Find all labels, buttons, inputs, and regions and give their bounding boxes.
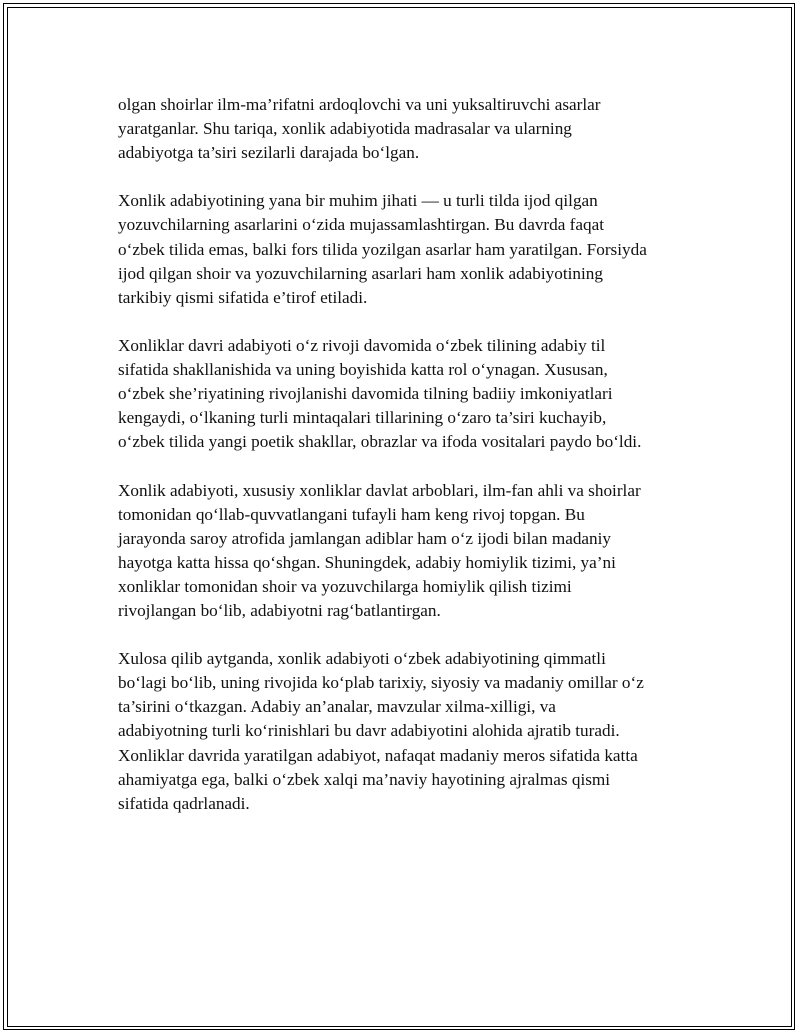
text-line: o‘zbek tilida yangi poetik shakllar, obrazlar va ifoda vositalari paydo bo‘ldi. — [118, 432, 642, 452]
document-body — [118, 93, 718, 840]
text-line: olgan shoirlar ilm-ma’rifatni ardoqlovchi va uni yuksaltiruvchi asarlar — [118, 95, 601, 114]
text-line: yozuvchilarning asarlarini o‘zida mujassamlashtirgan. Bu davrda faqat — [118, 215, 605, 235]
text-line: jarayonda saroy atrofida jamlangan adiblar ham o‘z ijodi bilan madaniy — [118, 528, 612, 548]
text-line: bo‘lagi bo‘lib, uning rivojida ko‘plab tarixiy, siyosiy va madaniy omillar o‘z — [118, 673, 644, 693]
text-line: tarkibiy qismi sifatida e’tirof etiladi. — [118, 287, 368, 307]
text-line: tomonidan qo‘llab-quvvatlangani tufayli ham keng rivoj topgan. Bu — [118, 504, 585, 524]
text-line: ahamiyatga ega, balki o‘zbek xalqi ma’naviy hayotining ajralmas qismi — [118, 769, 611, 789]
text-line: o‘zbek tilida emas, balki fors tilida yozilgan asarlar ham yaratilgan. Forsiyda — [118, 239, 647, 259]
text-line: yaratganlar. Shu tariqa, xonlik adabiyotida madrasalar va ularning — [118, 119, 572, 139]
text-line: hayotga katta hissa qo‘shgan. Shuningdek, adabiy homiylik tizimi, ya’ni — [118, 552, 616, 572]
paragraph-5 — [118, 647, 718, 816]
paragraph-3 — [118, 334, 718, 454]
text-line: adabiyotga ta’siri sezilarli darajada bo‘lgan. — [118, 143, 420, 163]
text-line: ijod qilgan shoir va yozuvchilarning asarlari ham xonlik adabiyotining — [118, 263, 603, 283]
text-line: sifatida shakllanishida va uning boyishida katta rol o‘ynagan. Xususan, — [118, 360, 608, 380]
text-line: kengaydi, o‘lkaning turli mintaqalari tillarining o‘zaro ta’siri kuchayib, — [118, 408, 607, 428]
text-line: Xulosa qilib aytganda, xonlik adabiyoti o‘zbek adabiyotining qimmatli — [118, 649, 606, 669]
text-line: Xonlik adabiyotining yana bir muhim jihati — u turli tilda ijod qilgan — [118, 191, 598, 211]
text-line: rivojlangan bo‘lib, adabiyotni rag‘batlantirgan. — [118, 600, 441, 620]
text-line: Xonliklar davri adabiyoti o‘z rivoji davomida o‘zbek tilining adabiy til — [118, 335, 606, 355]
paragraph-1 — [118, 93, 718, 165]
paragraph-2 — [118, 189, 718, 309]
text-line: o‘zbek she’riyatining rivojlanishi davomida tilning badiiy imkoniyatlari — [118, 384, 613, 404]
text-line: adabiyotning turli ko‘rinishlari bu davr adabiyotini alohida ajratib turadi. — [118, 721, 620, 741]
paragraph-4 — [118, 479, 718, 624]
text-line: Xonlik adabiyoti, xususiy xonliklar davlat arboblari, ilm-fan ahli va shoirlar — [118, 480, 641, 500]
text-line: Xonliklar davrida yaratilgan adabiyot, nafaqat madaniy meros sifatida katta — [118, 745, 638, 765]
text-line: sifatida qadrlanadi. — [118, 793, 250, 813]
text-line: xonliklar tomonidan shoir va yozuvchilarga homiylik qilish tizimi — [118, 576, 572, 596]
text-line: ta’sirini o‘tkazgan. Adabiy an’analar, mavzular xilma-xilligi, va — [118, 697, 556, 717]
